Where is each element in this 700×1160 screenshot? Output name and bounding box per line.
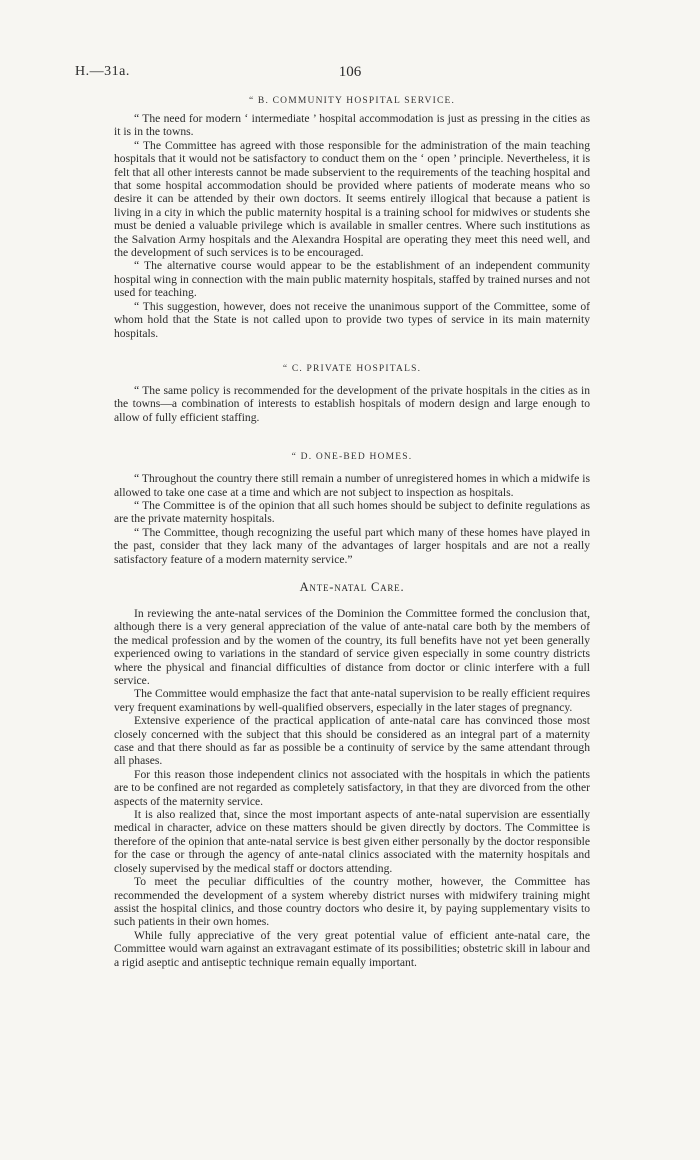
section-heading-community-hospital: “ B. COMMUNITY HOSPITAL SERVICE.: [248, 96, 456, 106]
paragraph: It is also realized that, since the most important aspects of ante-natal supervision are essentially medical in character, advice on these matters should be given directly by doctors. The Committee is therefore of the opinion that ante-natal service is best given either personally by the doctor responsible for the case or through the agency of ante-natal clinics associated with the maternity hospitals and closely supervised by the medical staff or doctors attending.: [114, 808, 590, 875]
paragraph: “ The same policy is recommended for the development of the private hospitals in the cities as in the towns—a combination of interests to establish hospitals of modern design and large enough to allow of fully efficient staffing.: [114, 383, 590, 424]
section-heading-private-hospitals: “ C. PRIVATE HOSPITALS.: [282, 363, 422, 374]
page-number: 106: [338, 64, 362, 80]
paragraph: “ The alternative course would appear to be the establishment of an independent community hospital wing in connection with the main public maternity hospitals, staffed by trained nurses and not used for teaching.: [114, 259, 590, 300]
page-header: [0, 64, 700, 84]
section-heading-one-bed-homes: “ D. ONE-BED HOMES.: [291, 452, 413, 463]
paragraph: Extensive experience of the practical application of ante-natal care has convinced those most closely concerned with the subject that this should be considered as an integral part of a maternity case and that there should as far as possible be a continuity of service by the same attendant through all phases.: [114, 714, 590, 768]
document-reference: H.—31a.: [75, 64, 130, 79]
paragraph: To meet the peculiar difficulties of the country mother, however, the Committee has recommended the development of a system whereby district nurses with midwifery training might assist the hospital clinics, and those country doctors who desire it, by paying supplementary visits to such patients in their own homes.: [114, 875, 590, 929]
paragraph: While fully appreciative of the very great potential value of efficient ante-natal care, the Committee would warn against an extravagant estimate of its possibilities; obstetric skill in labour and a rigid aseptic and antiseptic technique remain equally important.: [114, 928, 590, 969]
paragraph: “ The Committee has agreed with those responsible for the administration of the main teaching hospitals that it would not be satisfactory to conduct them on the ‘ open ’ principle. Nevertheless, it is felt that all other interests cannot be made subservient to the requirements of the teaching hospital and that some hospital accommodation should be provided where patients of moderate means who so desire it can be attended by their own doctors. It seems entirely illogical that because a patient is living in a city in which the public maternity hospital is a training school for midwives or students she must be denied a valuable privilege which is available in smaller centres. Where such institutions as the Salvation Army hospitals and the Alexandra Hospital are operating they meet this need well, and the development of such services is to be encouraged.: [114, 138, 590, 260]
paragraph: “ The Committee is of the opinion that all such homes should be subject to definite regulations as are the private maternity hospitals.: [114, 498, 590, 526]
document-body: [114, 96, 590, 969]
paragraph: “ Throughout the country there still remain a number of unregistered homes in which a midwife is allowed to take one case at a time and which are not subject to inspection as hospitals.: [114, 472, 590, 499]
paragraph: In reviewing the ante-natal services of the Dominion the Committee formed the conclusion that, although there is a very general appreciation of the value of ante-natal care both by the members of the medical profession and by the women of the country, its full benefits have not yet been generally experienced owing to variations in the standard of service given especially in some country districts where the physical and financial difficulties of distance from doctor or clinic interfere with a full service.: [114, 606, 590, 687]
paragraph: “ This suggestion, however, does not receive the unanimous support of the Committee, some of whom hold that the State is not called upon to provide two types of service in its main maternity hospitals.: [114, 299, 590, 340]
paragraph: For this reason those independent clinics not associated with the hospitals in which the patients are to be confined are not regarded as completely satisfactory, in that they are divorced from the other aspects of the maternity service.: [114, 767, 590, 808]
section-heading-ante-natal-care: Ante-natal Care.: [299, 579, 405, 594]
paragraph: “ The need for modern ‘ intermediate ’ hospital accommodation is just as pressing in the cities as it is in the towns.: [114, 112, 590, 139]
paragraph: The Committee would emphasize the fact that ante-natal supervision to be really efficient requires very frequent examinations by well-qualified observers, especially in the later stages of pregnancy.: [114, 687, 590, 714]
paragraph: “ The Committee, though recognizing the useful part which many of these homes have played in the past, consider that they lack many of the advantages of larger hospitals and are not a really satisfactory feature of a modern maternity service.”: [114, 525, 590, 566]
